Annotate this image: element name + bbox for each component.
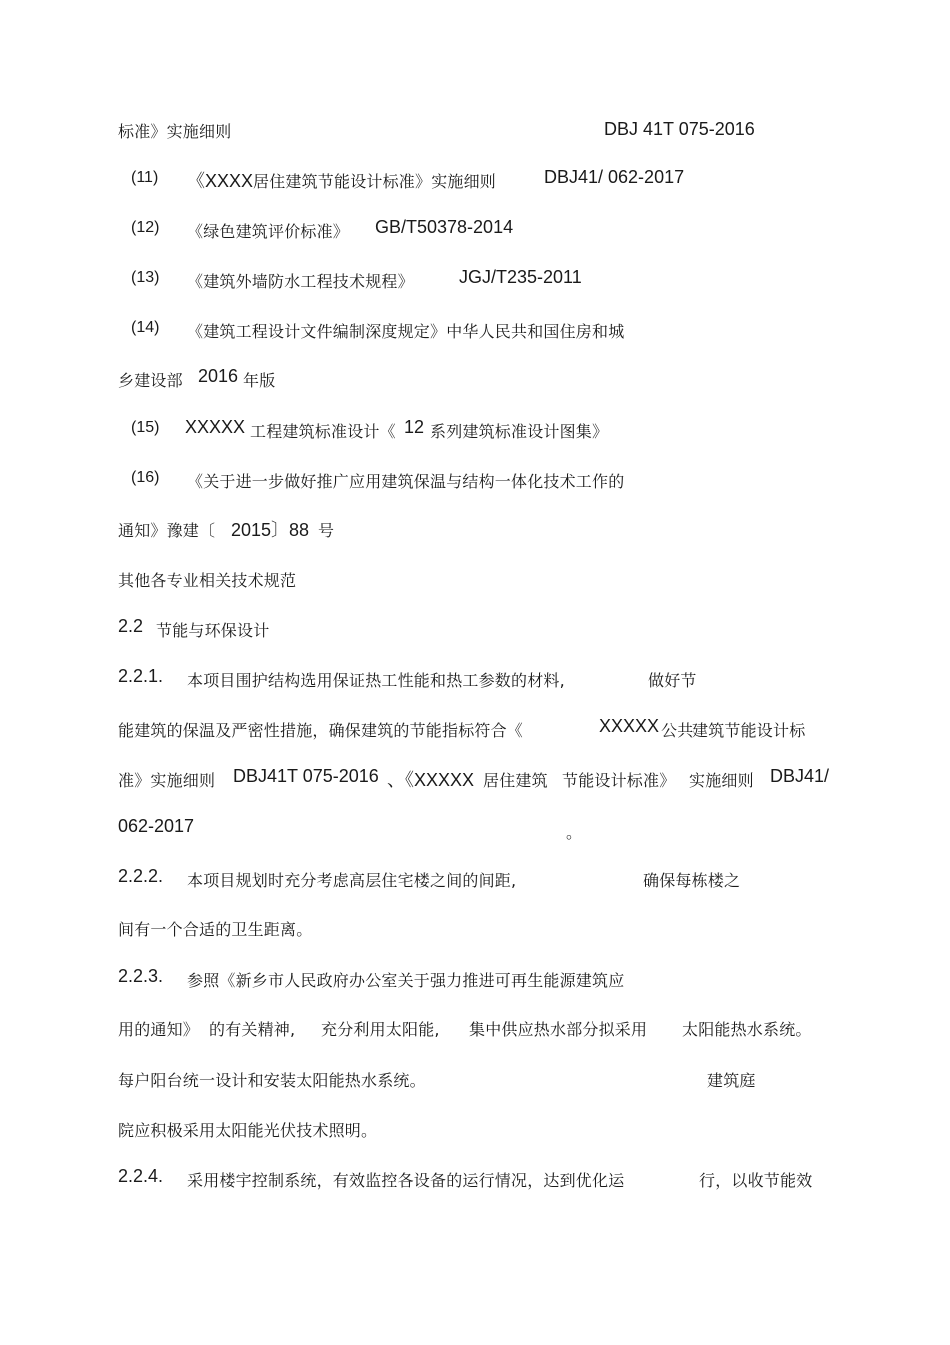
text-line: 太阳能热水系统。: [682, 1020, 812, 1039]
text-line: 系列建筑标准设计图集》: [430, 422, 609, 441]
standard-code: JGJ/T235-2011: [459, 267, 582, 287]
text-line: 其他各专业相关技术规范: [118, 571, 297, 590]
list-number: (14): [131, 319, 160, 336]
text-line: 12: [404, 417, 425, 437]
text-line: 公共: [661, 721, 694, 740]
text-line: 准》实施细则: [118, 771, 216, 790]
text-line: 院应积极采用太阳能光伏技术照明。: [118, 1121, 378, 1140]
text-line: 用的通知》: [118, 1020, 200, 1039]
text-line: 建筑节能设计标: [692, 721, 806, 740]
text-line: 集中供应热水部分拟采用: [469, 1020, 648, 1039]
standard-code: DBJ41/: [770, 766, 830, 786]
text-line: XXXXX: [599, 716, 660, 736]
text-line: 年版: [243, 371, 276, 390]
list-number: (13): [131, 269, 160, 286]
text-line: 《关于进一步做好推广应用建筑保温与结构一体化技术工作的: [187, 472, 625, 491]
text-line: 《XXXX: [187, 171, 254, 191]
list-number: (12): [131, 219, 160, 236]
list-number: (15): [131, 419, 160, 436]
text-line: 能建筑的保温及严密性措施，确保建筑的节能指标符合《: [118, 721, 524, 740]
text-line: 本项目围护结构选用保证热工性能和热工参数的材料,: [187, 671, 565, 690]
section-number: 2.2: [118, 616, 144, 636]
text-line: 通知》豫建〔: [118, 521, 216, 540]
text-line: 标准》实施细则: [118, 122, 232, 141]
text-line: 建筑庭: [707, 1071, 756, 1090]
text-line: 采用楼宇控制系统，有效监控各设备的运行情况，达到优化运: [187, 1171, 625, 1190]
section-title: 节能与环保设计: [156, 621, 270, 640]
text-line: 《建筑外墙防水工程技术规程》: [187, 272, 414, 291]
text-line: 《绿色建筑评价标准》: [187, 222, 350, 241]
text-line: 工程建筑标准设计《: [250, 422, 396, 441]
text-line: 实施细则: [689, 771, 754, 790]
section-number: 2.2.2.: [118, 866, 164, 886]
text-line: 行，以收节能效: [699, 1171, 813, 1190]
text-line: 乡建设部: [118, 371, 183, 390]
standard-code: DBJ41/ 062-2017: [544, 167, 685, 187]
section-number: 2.2.1.: [118, 666, 164, 686]
list-number: (11): [131, 169, 159, 186]
standard-code: DBJ 41T 075-2016: [604, 119, 755, 139]
text-line: 参照《新乡市人民政府办公室关于强力推进可再生能源建筑应: [187, 971, 625, 990]
standard-code: DBJ41T 075-2016: [233, 766, 379, 786]
section-number: 2.2.3.: [118, 966, 164, 986]
text-line: 每户阳台统一设计和安装太阳能热水系统。: [118, 1071, 426, 1090]
text-line: 充分利用太阳能,: [321, 1020, 440, 1039]
text-line: 间有一个合适的卫生距离。: [118, 920, 313, 939]
text-line: 确保每栋楼之: [643, 871, 741, 890]
standard-code: 062-2017: [118, 816, 195, 836]
text-line: 居住建筑节能设计标准》实施细则: [253, 172, 497, 191]
text-line: 2015〕88: [231, 520, 310, 540]
list-number: (16): [131, 469, 160, 486]
text-line: 的有关精神,: [209, 1020, 296, 1039]
text-line: 居住建筑: [483, 771, 548, 790]
text-line: 《建筑工程设计文件编制深度规定》中华人民共和国住房和城: [187, 322, 625, 341]
standard-code: GB/T50378-2014: [375, 217, 514, 237]
text-line: 、《XXXXX: [387, 770, 475, 790]
text-line: 号: [318, 521, 335, 540]
year: 2016: [198, 366, 239, 386]
text-line: 做好节: [648, 671, 697, 690]
section-number: 2.2.4.: [118, 1166, 164, 1186]
text-line: 节能设计标准》: [562, 771, 676, 790]
text-line: 本项目规划时充分考虑高层住宅楼之间的间距,: [187, 871, 517, 890]
text-line: 。: [566, 823, 583, 842]
text-line: XXXXX: [185, 417, 246, 437]
